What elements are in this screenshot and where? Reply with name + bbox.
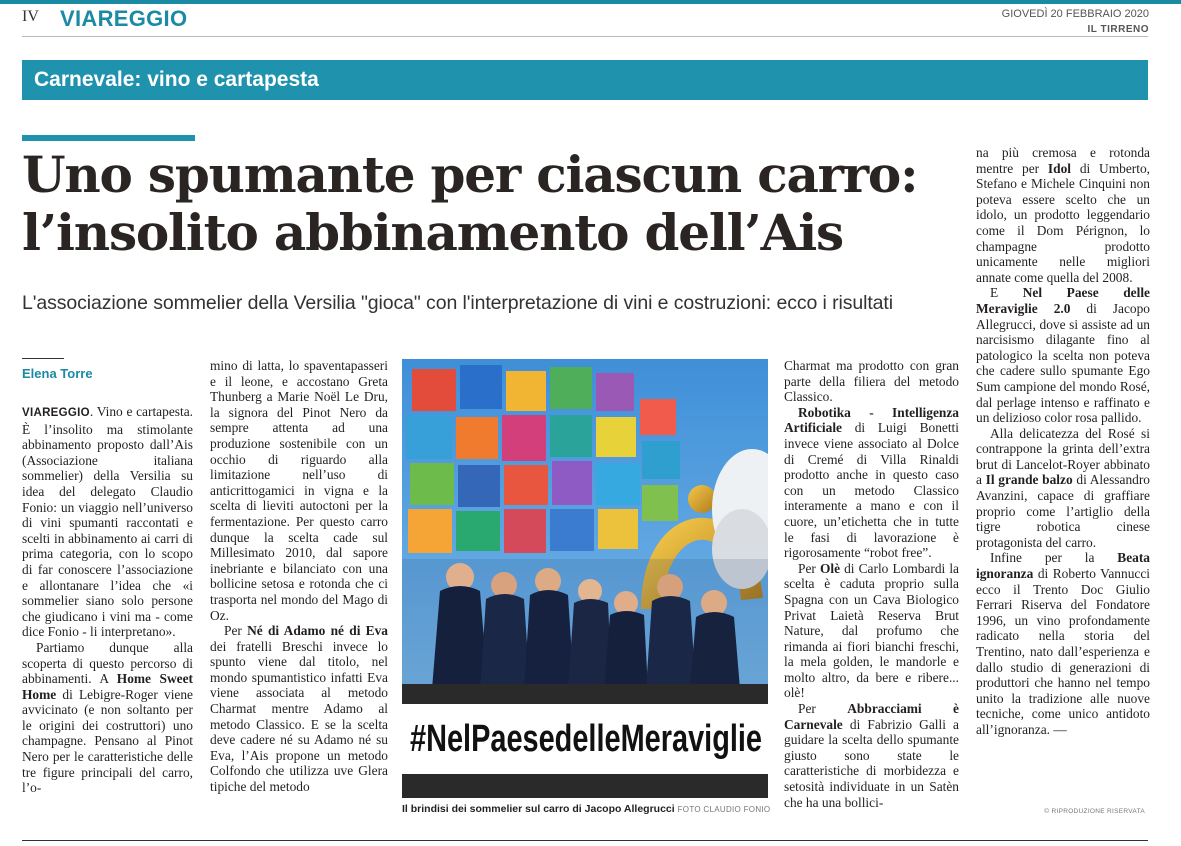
photo-caption: Il brindisi dei sommelier sul carro di Jacopo Allegrucci FOTO CLAUDIO FONIO [402,803,771,815]
float-name: Il grande balzo [985,472,1073,488]
paragraph: E Nel Paese delle Meraviglie 2.0 di Jacopo Allegrucci, dove si assiste ad un narcisismo dilagante fino al patologico la scelta non poteva che cadere sullo spumante Ego Sum campione del mondo Rosé, dal perlage intenso e raffinato e un delizioso color rosa pallido. [976,285,1150,426]
headline-line-2: l’insolito abbinamento dell’Ais [22,203,843,262]
paragraph: Robotika - Intelligenza Artificiale di Luigi Bonetti invece viene associato al Dolce di Cremé di Villa Rinaldi prodotto anche in questo caso con un metodo Classico interamente a mano e con il cuore, un’etichetta che in tutte le fasi di lavorazione è rigorosamente “robot free”. [784,404,959,561]
float-name: Beata ignoranza [976,550,1150,582]
dateline: VIAREGGIO [22,407,90,419]
copyright-notice: © RIPRODUZIONE RISERVATA [1044,808,1145,815]
issue-date: GIOVEDÌ 20 FEBBRAIO 2020 [1001,8,1149,20]
header-divider [22,36,1148,37]
article-column-3 [784,358,959,828]
float-name: Olè [819,560,841,576]
paragraph: Partiamo dunque alla scoperta di questo percorso di abbinamenti. A Home Sweet Home di Lebigre-Roger viene avvicinato (e non soltanto per le origini dei costruttori) uno champagne. Pensano al Pinot Nero per le caratteristiche delle tre figure principali del carro, l’o- [22,639,193,796]
float-sign-text: #NelPaesedelleMeraviglie [410,718,762,760]
paragraph: VIAREGGIO. Vino e cartapesta. È l’insolito ma stimolante abbinamento proposto dall’Ais (Associazione italiana sommelier) della Versilia su idea del delegato Claudio Fonio: un viaggio nell’universo di vini spumanti raccontati e scelti in abbinamento ai carri di prima categoria, con lo scopo di far conoscere l’associazione e allontanare l’idea che «i sommelier siano solo persone che giudicano i vini ma - come dice Fonio - li interpretano». [22,404,193,640]
paragraph: Charmat ma prodotto con gran parte della filiera del metodo Classico. [784,358,959,405]
footer-divider [22,840,1148,841]
paragraph: Per Né di Adamo né di Eva dei fratelli Breschi invece lo spunto viene dal titolo, nel mondo spumantistico infatti Eva viene associata al metodo Charmat mentre Adamo al metodo Classico. E se la scelta deve cadere né su Adamo né su Eva, l’Ais propone un metodo Colfondo che utilizza uve Glera tipiche del metodo [210,623,388,795]
paragraph: Per Olè di Carlo Lombardi la scelta è caduta proprio sulla Spagna con un Cava Biologico Privat Laietà Reserva Brut Nature, dal profumo che rimanda ai fiori bianchi freschi, la mela golden, le mandorle e molto altro, da bere e ribere... olè! [784,560,959,701]
article-column-2 [210,358,388,828]
page-number: IV [22,8,39,25]
sommeliers-on-float-image [402,359,768,798]
newspaper-name: IL TIRRENO [1087,24,1149,35]
paragraph: na più cremosa e rotonda mentre per Idol di Umberto, Stefano e Michele Cinquini non poteva essere scelto che un idolo, un prodotto leggendario come il Dom Pérignon, lo champagne prodotto unicamente nelle migliori annate come quella del 2008. [976,145,1150,285]
photo-credit: FOTO CLAUDIO FONIO [677,805,771,814]
headline-line-1: Uno spumante per ciascun carro: [22,145,918,204]
topic-banner [22,60,1148,100]
article-column-1 [22,404,193,824]
article-photo [402,359,768,798]
float-name: Nel Paese delle Meraviglie 2.0 [976,285,1150,316]
top-color-bar [0,0,1181,4]
article-byline: Elena Torre [22,366,93,381]
paragraph: Per Abbracciami è Carnevale di Fabrizio Galli a guidare la scelta dello spumante giusto sono state le caratteristiche di morbidezza e setosità individuate in un Satèn che ha una bollici- [784,701,959,810]
article-subheadline: L'associazione sommelier della Versilia "gioca" con l'interpretazione di vini e costruzioni: ecco i risultati [22,292,893,314]
float-name: Home Sweet Home [22,671,193,702]
paragraph: Infine per la Beata ignoranza di Roberto Vannucci ecco il Trento Doc Giulio Ferrari Riserva del Fondatore 1996, un vino profondamente radicato nella storia del Trentino, nato dall’esperienza e dallo studio di generazioni di produttori che hanno nel tempo unito la tradizione alle nuove tecniche, come unico antidoto all’ignoranza. — [976,550,1150,737]
paragraph: mino di latta, lo spaventapasseri e il leone, e accostano Greta Thunberg a Marie Noël Le Dru, la signora del Pinot Nero da sempre attenta ad una produzione sostenibile con un occhio di riguardo alla limitazione nell’uso di anticrittogamici in vigna e la scelta di lieviti autoctoni per la fermentazione. Per questo carro dunque la scelta cade sul Millesimato 2010, dal sapore inebriante e bilanciato con una bollicine setosa e rotonda che ci trasporta nel mondo del Mago di Oz. [210,358,388,623]
section-name: VIAREGGIO [60,6,188,31]
float-name: Né di Adamo né di Eva [247,623,388,639]
headline-accent-bar [22,135,195,141]
paragraph: Alla delicatezza del Rosé si contrappone la grinta dell’extra brut di Lancelot-Royer abbinato a Il grande balzo di Alessandro Avanzini, capace di graffiare proprio come l’artiglio della tigre robotica cinese protagonista del carro. [976,425,1150,550]
byline-divider [22,358,64,359]
article-column-4 [976,145,1150,825]
article-headline [22,146,972,262]
topic-banner-title: Carnevale: vino e cartapesta [34,68,319,91]
float-name: Abbracciami è Carnevale [784,701,959,732]
float-name: Idol [1047,160,1071,176]
float-name: Robotika - Intelligenza Artificiale [784,404,959,436]
